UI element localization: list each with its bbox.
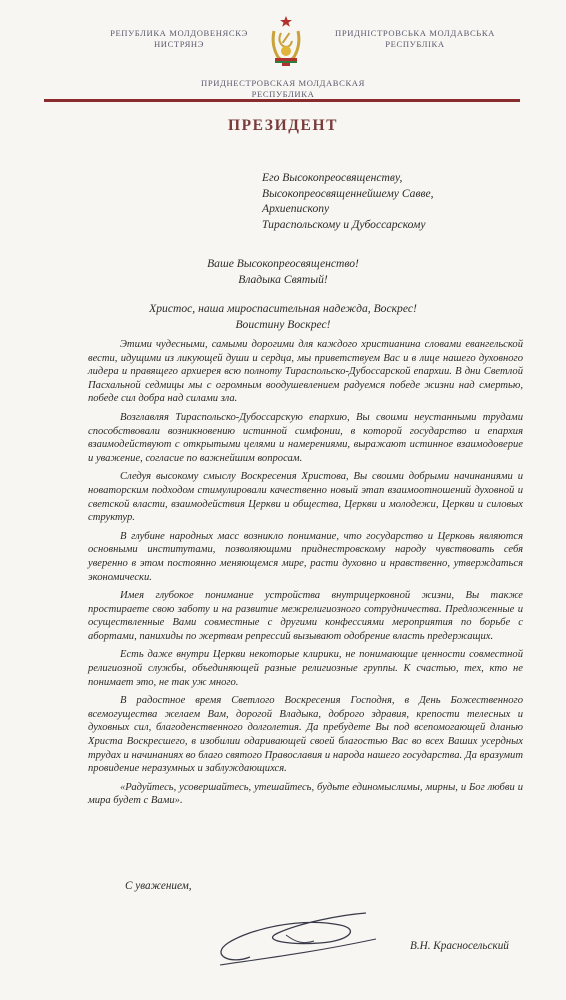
header-left-moldovan [84,28,274,50]
addressee-block [262,170,542,232]
addressee-line: Архиепископу [262,202,330,215]
coat-of-arms-icon [268,15,304,67]
letter-title: ПРЕЗИДЕНТ [227,117,339,134]
body-paragraph: Возглавляя Тираспольско-Дубоссарскую епархию, Вы своими неустанными трудами способствовали возникновению истинной симфонии, в которой государство и епархия взаимодействуют с открытыми целями и намерениями, выражают истинное взаимодоверие и уважение, согласие по важнейшим вопросам. [88,411,523,464]
salutation-line2: Владыка Святый! [238,272,328,286]
header-center-line2: РЕСПУБЛИКА [251,89,315,99]
header-right-line1: ПРИДНІСТРОВСЬКА МОЛДАВСЬКА [335,28,495,38]
signer-name: В.Н. Красносельский [410,940,509,952]
addressee-line: Тираспольскому и Дубоссарскому [262,217,426,231]
body-paragraph: «Радуйтесь, усовершайтесь, утешайтесь, будьте единомыслимы, мирны, и Бог любви и мира будет с Вами». [88,781,523,807]
salutation-line1: Ваше Высокопреосвященство! [207,257,359,270]
closing-regards: С уважением, [125,880,192,892]
header-left-line2: НИСТРЯНЭ [153,39,205,49]
body-paragraph: Имея глубокое понимание устройства внутрицерковной жизни, Вы также простираете свою заботу и на развитие межрелигиозного сотрудничества. Предложенные и осуществленные Вами совместные с другими конфессиями мероприятия по борьбе с абортами, панихиды по жертвам репрессий вызывают одобрение власть предержащих. [88,590,523,642]
header-center-line1: ПРИДНЕСТРОВСКАЯ МОЛДАВСКАЯ [201,78,365,88]
header-divider [44,99,520,102]
salutation [0,256,566,287]
handwritten-signature-icon [190,895,380,975]
paschal-greeting-line1: Христос, наша мироспасительная надежда, Воскрес! [149,302,417,315]
header-center-russian [170,78,396,100]
body-paragraph: В глубине народных масс возникло понимание, что государство и Церковь являются основными институтами, позволяющими приднестровскому народу чувствовать себя уверенно в этом постоянно меняющемся мире, расти духовно и нравственно, утверждаться экономически. [88,530,523,583]
paschal-greeting-line2: Воистину Воскрес! [235,317,331,331]
body-paragraph: Следуя высокому смыслу Воскресения Христова, Вы своими добрыми начинаниями и новаторским подходом стимулировали качественно новый этап взаимоотношений духовной и светской власти, взаимодействия Церкви и общества, Церкви и молодежи, Церкви и силовых структур. [88,471,523,524]
addressee-line: Его Высокопреосвященству, [262,171,403,184]
header-right-line2: РЕСПУБЛІКА [385,39,445,49]
letter-body [88,338,523,813]
body-paragraph: Этими чудесными, самыми дорогими для каждого христианина словами евангельской вести, идущими из ликующей души и сердца, мы приветствуем Вас и в лице нашего духовного лидера и правящего архиерея всю полноту Тираспольско-Дубоссарской епархии. В дни Светлой Пасхальной седмицы мы с огромным воодушевлением радуемся победе жизни над смертью, победе сил добра над силами зла. [88,339,523,405]
paschal-greeting [0,301,566,332]
body-paragraph: В радостное время Светлого Воскресения Господня, в День Божественного всемогущества желаем Вам, дорогой Владыка, доброго здравия, крепости телесных и духовных сил, благоденственного долголетия. Да пребудете Вы под всепомогающей дланью Христа Воскресшего, в изобилии одаривающей своей благостью Вас во всех Ваших усердных трудах и начинаниях во благо святого Православия и народа нашего государства. Да вразумит провидение неразумных и заблуждающихся. [88,695,523,775]
header-left-line1: РЕПУБЛИКА МОЛДОВЕНЯСКЭ [110,28,248,38]
header-right-ukrainian [320,28,510,50]
body-paragraph: Есть даже внутри Церкви некоторые клирики, не понимающие ценности совместной религиозной службы, объединяющей разные религиозные группы. К счастью, тех, кто не понимает это, не так уж много. [88,649,523,688]
addressee-line: Высокопреосвященнейшему Савве, [262,186,434,200]
